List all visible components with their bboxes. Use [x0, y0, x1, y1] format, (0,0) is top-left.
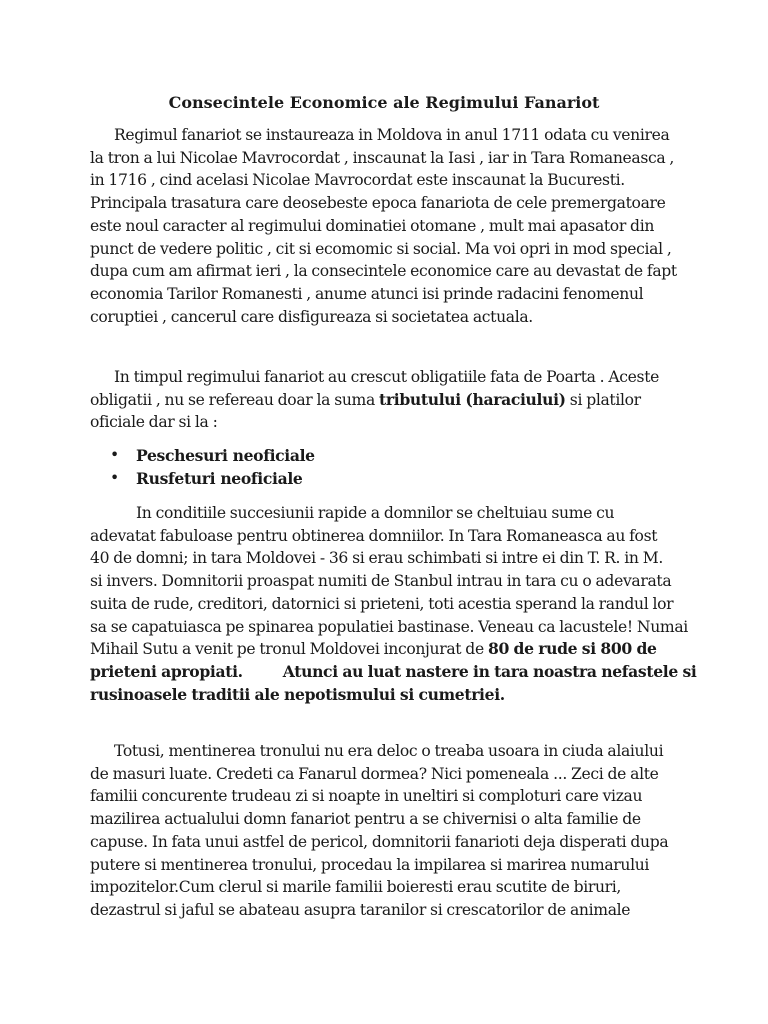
paragraph-line: mazilirea actualului domn fanariot pentru a se chivernisi o alta familie de — [90, 810, 641, 829]
paragraph-line: Regimul fanariot se instaureaza in Moldova in anul 1711 odata cu venirea — [114, 126, 670, 144]
paragraph-line: si invers. Domnitorii proaspat numiti de Stanbul intrau in tara cu o adevarata — [90, 572, 672, 591]
paragraph-line: oficiale dar si la : — [90, 413, 218, 432]
document-title: Consecintele Economice ale Regimului Fanariot — [168, 93, 600, 112]
paragraph-throne — [90, 740, 690, 922]
paragraph-line: familii concurente trudeau zi si noapte in uneltiri si comploturi care vizau — [90, 787, 643, 806]
text-run: obligatii , nu se refereau doar la suma — [90, 390, 380, 409]
paragraph-line: rusinoasele traditii ale nepotismului si cumetriei. — [90, 684, 505, 704]
list-item-label: Peschesuri neoficiale — [136, 446, 315, 465]
paragraph-line: suita de rude, creditori, datornici si prieteni, toti acestia sperand la randul lor — [90, 594, 674, 613]
paragraph-line: 40 de domni; in tara Moldovei - 36 si erau schimbati si intre ei din T. R. in M. — [90, 549, 663, 568]
paragraph-line: sa se capatuiasca pe spinarea populatiei bastinase. Veneau ca lacustele! Numai — [90, 617, 688, 636]
paragraph-line: Totusi, mentinerea tronului nu era deloc o treaba usoara in ciuda alaiului — [114, 742, 664, 760]
paragraph-line: economia Tarilor Romanesti , anume atunci isi prinde radacini fenomenul — [90, 284, 644, 303]
paragraph-line: coruptiei , cancerul care disfigureaza si societatea actuala. — [90, 307, 533, 326]
paragraph-line — [90, 638, 690, 661]
paragraph-line: in 1716 , cind acelasi Nicolae Mavrocordat este inscaunat la Bucuresti. — [90, 171, 625, 190]
bullet-list — [90, 444, 690, 490]
paragraph-line: este noul caracter al regimului dominatiei otomane , mult mai apasator din — [90, 216, 655, 235]
paragraph-obligations — [90, 366, 690, 434]
paragraph-line: Principala trasatura care deosebeste epoca fanariota de cele premergatoare — [90, 194, 666, 213]
paragraph-line: adevatat fabuloase pentru obtinerea domniilor. In Tara Romaneasca au fost — [90, 526, 658, 545]
list-item-label: Rusfeturi neoficiale — [136, 469, 303, 488]
paragraph-succession — [90, 502, 697, 706]
paragraph-line: capuse. In fata unui astfel de pericol, domnitorii fanarioti deja disperati dupa — [90, 832, 669, 851]
paragraph-line: impozitelor.Cum clerul si marile familii boieresti erau scutite de biruri, — [90, 878, 622, 897]
paragraph-line: putere si mentinerea tronului, procedau la impilarea si marirea numarului — [90, 855, 650, 874]
text-run: si platilor — [565, 390, 641, 409]
paragraph-line: la tron a lui Nicolae Mavrocordat , inscaunat la Iasi , iar in Tara Romaneasca , — [90, 148, 675, 167]
bullet-icon: • — [110, 469, 119, 487]
bold-text-relatives: 80 de rude si 800 de — [487, 639, 657, 659]
bold-text-friends: prieteni apropiati. — [90, 661, 243, 681]
bullet-icon: • — [110, 446, 119, 464]
paragraph-line: dupa cum am afirmat ieri , la consecintele economice care au devastat de fapt — [90, 262, 677, 281]
list-item — [90, 444, 690, 467]
paragraph-line: punct de vedere politic , cit si ecomomic si social. Ma voi opri in mod special , — [90, 239, 672, 258]
paragraph-line: In conditiile succesiunii rapide a domnilor se cheltuiau sume cu — [136, 504, 615, 522]
paragraph-intro — [90, 124, 690, 328]
list-item — [90, 467, 690, 490]
text-run: Mihail Sutu a venit pe tronul Moldovei inconjurat de — [90, 640, 488, 659]
paragraph-line — [90, 389, 690, 412]
paragraph-line: In timpul regimului fanariot au crescut obligatiile fata de Poarta . Aceste — [114, 368, 659, 386]
paragraph-line: de masuri luate. Credeti ca Fanarul dormea? Nici pomeneala ... Zeci de alte — [90, 764, 659, 783]
bold-text-tribute: tributului (haraciului) — [379, 389, 566, 409]
paragraph-line: dezastrul si jaful se abateau asupra taranilor si crescatorilor de animale — [90, 900, 631, 919]
paragraph-line — [90, 661, 697, 684]
bold-text-nepotism: Atunci au luat nastere in tara noastra nefastele si — [282, 661, 697, 681]
